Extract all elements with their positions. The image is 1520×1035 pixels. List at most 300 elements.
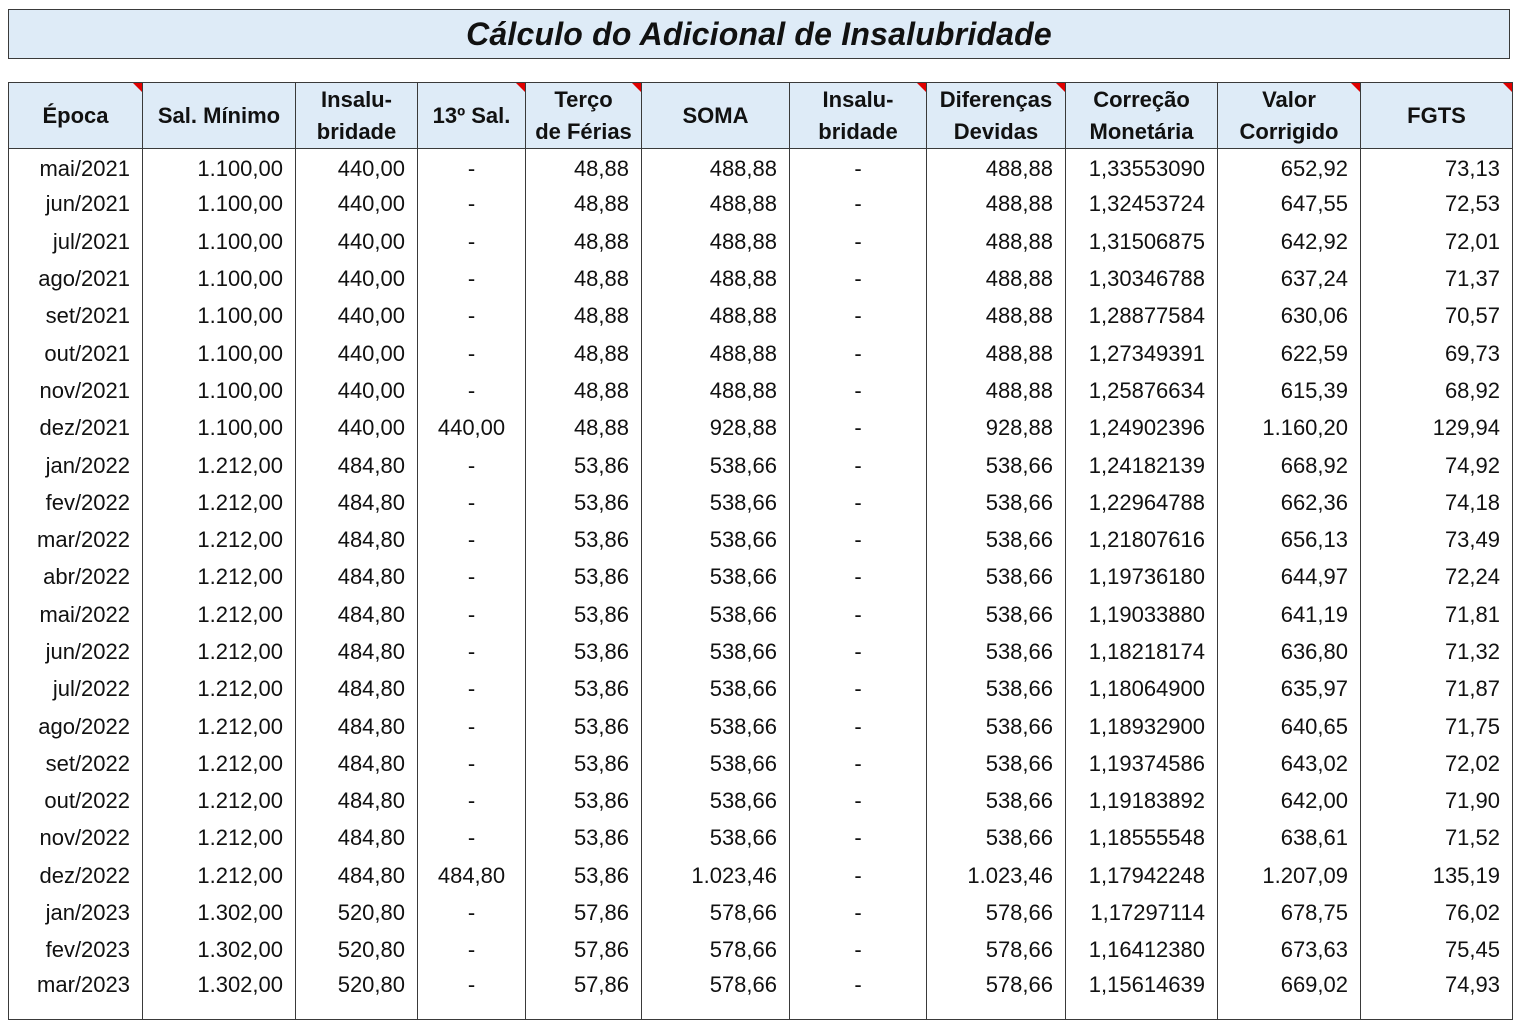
cell-insalubridade: 484,80: [296, 447, 418, 484]
cell-sal-minimo: 1.212,00: [143, 708, 296, 745]
cell-insalubridade: 520,80: [296, 969, 418, 1019]
cell-insalubridade: 440,00: [296, 260, 418, 297]
cell-decimo-terceiro: -: [418, 335, 526, 372]
title-bar: [8, 9, 1510, 59]
cell-soma: 538,66: [642, 633, 790, 670]
cell-fgts: 74,18: [1361, 484, 1513, 521]
cell-insalubridade: 484,80: [296, 671, 418, 708]
cell-sal-minimo: 1.302,00: [143, 894, 296, 931]
header-line: Sal. Mínimo: [157, 102, 281, 128]
cell-sal-minimo: 1.302,00: [143, 969, 296, 1019]
cell-insalubridade-2: -: [790, 932, 927, 969]
cell-correcao-monetaria: 1,19736180: [1066, 559, 1218, 596]
cell-correcao-monetaria: 1,30346788: [1066, 260, 1218, 297]
cell-valor-corrigido: 615,39: [1218, 372, 1361, 409]
table-row: [9, 932, 1513, 969]
cell-terco-ferias: 53,86: [526, 708, 642, 745]
cell-sal-minimo: 1.100,00: [143, 149, 296, 186]
cell-epoca: abr/2022: [43, 564, 130, 590]
table-row: [9, 372, 1513, 409]
sheet-title: Cálculo do Adicional de Insalubridade: [466, 15, 1052, 52]
cell-fgts: 71,81: [1361, 596, 1513, 633]
cell-terco-ferias: 53,86: [526, 857, 642, 894]
cell-soma: 578,66: [642, 932, 790, 969]
cell-terco-ferias: 53,86: [526, 783, 642, 820]
cell-insalubridade: 484,80: [296, 521, 418, 558]
cell-insalubridade-2: -: [790, 484, 927, 521]
cell-sal-minimo: 1.100,00: [143, 223, 296, 260]
header-line: bridade: [818, 118, 898, 144]
cell-insalubridade: 484,80: [296, 559, 418, 596]
cell-diferencas-devidas: 538,66: [927, 447, 1066, 484]
cell-correcao-monetaria: 1,24182139: [1066, 447, 1218, 484]
cell-decimo-terceiro: -: [418, 596, 526, 633]
cell-insalubridade-2: -: [790, 521, 927, 558]
cell-terco-ferias: 48,88: [526, 223, 642, 260]
cell-epoca: out/2022: [44, 788, 130, 814]
table-row: [9, 298, 1513, 335]
cell-valor-corrigido: 656,13: [1218, 521, 1361, 558]
table-row: [9, 745, 1513, 782]
header-line: Corrigido: [1239, 118, 1339, 144]
cell-diferencas-devidas: 538,66: [927, 484, 1066, 521]
cell-correcao-monetaria: 1,18555548: [1066, 820, 1218, 857]
header-diferencas-devidas: [927, 83, 1066, 149]
cell-epoca: jun/2022: [45, 639, 130, 664]
cell-soma: 488,88: [642, 335, 790, 372]
cell-decimo-terceiro: -: [418, 894, 526, 931]
cell-insalubridade-2: -: [790, 745, 927, 782]
cell-valor-corrigido: 678,75: [1218, 894, 1361, 931]
cell-decimo-terceiro: -: [418, 298, 526, 335]
table-row: [9, 857, 1513, 894]
header-line: Terço: [554, 86, 613, 112]
cell-sal-minimo: 1.100,00: [143, 186, 296, 223]
cell-sal-minimo: 1.212,00: [143, 521, 296, 558]
cell-diferencas-devidas: 538,66: [927, 745, 1066, 782]
table-row: [9, 186, 1513, 223]
cell-insalubridade-2: -: [790, 783, 927, 820]
cell-fgts: 72,53: [1361, 186, 1513, 223]
cell-fgts: 71,87: [1361, 671, 1513, 708]
cell-soma: 578,66: [642, 894, 790, 931]
cell-terco-ferias: 53,86: [526, 484, 642, 521]
cell-insalubridade-2: -: [790, 410, 927, 447]
cell-diferencas-devidas: 488,88: [927, 260, 1066, 297]
cell-correcao-monetaria: 1,21807616: [1066, 521, 1218, 558]
cell-diferencas-devidas: 538,66: [927, 820, 1066, 857]
cell-valor-corrigido: 1.207,09: [1218, 857, 1361, 894]
cell-valor-corrigido: 642,92: [1218, 223, 1361, 260]
header-terco-ferias: [526, 83, 642, 149]
cell-insalubridade-2: -: [790, 447, 927, 484]
cell-terco-ferias: 48,88: [526, 186, 642, 223]
cell-insalubridade: 440,00: [296, 223, 418, 260]
cell-correcao-monetaria: 1,16412380: [1066, 932, 1218, 969]
cell-diferencas-devidas: 488,88: [927, 335, 1066, 372]
cell-fgts: 72,02: [1361, 745, 1513, 782]
header-line: Valor: [1262, 86, 1316, 112]
header-valor-corrigido: [1218, 83, 1361, 149]
cell-correcao-monetaria: 1,33553090: [1066, 149, 1218, 186]
cell-insalubridade-2: -: [790, 596, 927, 633]
table-row: [9, 969, 1513, 1019]
cell-valor-corrigido: 637,24: [1218, 260, 1361, 297]
cell-soma: 928,88: [642, 410, 790, 447]
cell-sal-minimo: 1.212,00: [143, 447, 296, 484]
cell-epoca: jan/2023: [45, 900, 130, 926]
cell-insalubridade: 484,80: [296, 783, 418, 820]
cell-correcao-monetaria: 1,15614639: [1066, 969, 1218, 1019]
table-row: [9, 484, 1513, 521]
cell-terco-ferias: 53,86: [526, 671, 642, 708]
cell-terco-ferias: 57,86: [526, 894, 642, 931]
cell-insalubridade-2: -: [790, 149, 927, 186]
cell-terco-ferias: 57,86: [526, 932, 642, 969]
cell-valor-corrigido: 1.160,20: [1218, 410, 1361, 447]
cell-fgts: 72,01: [1361, 223, 1513, 260]
table-row: [9, 521, 1513, 558]
cell-epoca: mai/2022: [39, 601, 130, 627]
cell-sal-minimo: 1.212,00: [143, 559, 296, 596]
cell-fgts: 69,73: [1361, 335, 1513, 372]
cell-epoca: jun/2021: [45, 191, 130, 217]
cell-decimo-terceiro: -: [418, 223, 526, 260]
cell-valor-corrigido: 673,63: [1218, 932, 1361, 969]
cell-valor-corrigido: 642,00: [1218, 783, 1361, 820]
table-row: [9, 559, 1513, 596]
cell-valor-corrigido: 668,92: [1218, 447, 1361, 484]
cell-soma: 488,88: [642, 149, 790, 186]
cell-soma: 538,66: [642, 708, 790, 745]
cell-soma: 538,66: [642, 820, 790, 857]
cell-correcao-monetaria: 1,32453724: [1066, 186, 1218, 223]
cell-diferencas-devidas: 488,88: [927, 149, 1066, 186]
table-row: [9, 894, 1513, 931]
table-row: [9, 820, 1513, 857]
cell-valor-corrigido: 652,92: [1218, 149, 1361, 186]
cell-decimo-terceiro: 484,80: [418, 857, 526, 894]
cell-correcao-monetaria: 1,19183892: [1066, 783, 1218, 820]
cell-epoca: dez/2022: [39, 862, 130, 888]
header-line: Época: [42, 102, 109, 128]
header-line: Devidas: [953, 118, 1039, 144]
cell-insalubridade-2: -: [790, 708, 927, 745]
cell-sal-minimo: 1.100,00: [143, 410, 296, 447]
cell-correcao-monetaria: 1,18932900: [1066, 708, 1218, 745]
cell-valor-corrigido: 630,06: [1218, 298, 1361, 335]
cell-terco-ferias: 53,86: [526, 633, 642, 670]
cell-diferencas-devidas: 578,66: [927, 969, 1066, 1019]
cell-correcao-monetaria: 1,17297114: [1066, 894, 1218, 931]
cell-soma: 538,66: [642, 596, 790, 633]
cell-diferencas-devidas: 578,66: [927, 894, 1066, 931]
cell-valor-corrigido: 622,59: [1218, 335, 1361, 372]
cell-diferencas-devidas: 538,66: [927, 708, 1066, 745]
cell-fgts: 68,92: [1361, 372, 1513, 409]
cell-fgts: 70,57: [1361, 298, 1513, 335]
cell-insalubridade-2: -: [790, 894, 927, 931]
cell-insalubridade: 440,00: [296, 298, 418, 335]
table-row: [9, 633, 1513, 670]
cell-valor-corrigido: 643,02: [1218, 745, 1361, 782]
cell-decimo-terceiro: -: [418, 671, 526, 708]
cell-correcao-monetaria: 1,28877584: [1066, 298, 1218, 335]
cell-decimo-terceiro: -: [418, 932, 526, 969]
table-body: [9, 149, 1513, 1020]
cell-valor-corrigido: 640,65: [1218, 708, 1361, 745]
header-soma: [642, 83, 790, 149]
header-insalubridade-2: [790, 83, 927, 149]
cell-insalubridade: 484,80: [296, 708, 418, 745]
cell-correcao-monetaria: 1,18064900: [1066, 671, 1218, 708]
cell-correcao-monetaria: 1,27349391: [1066, 335, 1218, 372]
header-line: Monetária: [1089, 118, 1194, 144]
cell-decimo-terceiro: -: [418, 149, 526, 186]
cell-insalubridade: 440,00: [296, 149, 418, 186]
cell-epoca: out/2021: [44, 340, 130, 366]
cell-terco-ferias: 53,86: [526, 596, 642, 633]
cell-terco-ferias: 53,86: [526, 447, 642, 484]
cell-insalubridade: 484,80: [296, 857, 418, 894]
cell-insalubridade: 520,80: [296, 932, 418, 969]
cell-valor-corrigido: 638,61: [1218, 820, 1361, 857]
cell-insalubridade: 440,00: [296, 372, 418, 409]
cell-insalubridade-2: -: [790, 335, 927, 372]
cell-sal-minimo: 1.212,00: [143, 633, 296, 670]
cell-correcao-monetaria: 1,22964788: [1066, 484, 1218, 521]
cell-diferencas-devidas: 538,66: [927, 559, 1066, 596]
header-line: Correção: [1093, 86, 1190, 112]
cell-terco-ferias: 48,88: [526, 260, 642, 297]
cell-diferencas-devidas: 578,66: [927, 932, 1066, 969]
cell-epoca: ago/2022: [38, 713, 130, 739]
cell-epoca: mai/2021: [39, 155, 130, 181]
cell-fgts: 71,37: [1361, 260, 1513, 297]
cell-epoca: jul/2021: [52, 228, 130, 254]
cell-sal-minimo: 1.302,00: [143, 932, 296, 969]
cell-decimo-terceiro: -: [418, 186, 526, 223]
insalubridade-table: [8, 82, 1513, 1020]
header-insalubridade: [296, 83, 418, 149]
cell-valor-corrigido: 641,19: [1218, 596, 1361, 633]
cell-insalubridade-2: -: [790, 820, 927, 857]
cell-decimo-terceiro: -: [418, 260, 526, 297]
cell-terco-ferias: 48,88: [526, 410, 642, 447]
cell-sal-minimo: 1.212,00: [143, 484, 296, 521]
cell-diferencas-devidas: 538,66: [927, 671, 1066, 708]
cell-decimo-terceiro: -: [418, 484, 526, 521]
cell-decimo-terceiro: 440,00: [418, 410, 526, 447]
cell-sal-minimo: 1.212,00: [143, 745, 296, 782]
header-sal-minimo: [143, 83, 296, 149]
cell-insalubridade: 440,00: [296, 410, 418, 447]
cell-insalubridade-2: -: [790, 260, 927, 297]
cell-correcao-monetaria: 1,25876634: [1066, 372, 1218, 409]
cell-soma: 538,66: [642, 745, 790, 782]
cell-epoca: set/2021: [45, 303, 130, 329]
cell-soma: 538,66: [642, 484, 790, 521]
cell-epoca: mar/2022: [37, 527, 130, 553]
cell-epoca: jul/2022: [52, 676, 130, 702]
cell-epoca: fev/2023: [45, 937, 130, 963]
header-correcao-monetaria: [1066, 83, 1218, 149]
cell-terco-ferias: 48,88: [526, 372, 642, 409]
cell-diferencas-devidas: 538,66: [927, 521, 1066, 558]
cell-soma: 538,66: [642, 447, 790, 484]
cell-fgts: 75,45: [1361, 932, 1513, 969]
cell-epoca: nov/2022: [39, 825, 130, 851]
table-row: [9, 447, 1513, 484]
table-row: [9, 335, 1513, 372]
cell-soma: 538,66: [642, 559, 790, 596]
cell-insalubridade-2: -: [790, 186, 927, 223]
table-row: [9, 671, 1513, 708]
cell-epoca: nov/2021: [39, 377, 130, 403]
cell-valor-corrigido: 635,97: [1218, 671, 1361, 708]
cell-insalubridade: 484,80: [296, 596, 418, 633]
cell-soma: 538,66: [642, 521, 790, 558]
cell-diferencas-devidas: 1.023,46: [927, 857, 1066, 894]
cell-decimo-terceiro: -: [418, 633, 526, 670]
cell-diferencas-devidas: 538,66: [927, 783, 1066, 820]
cell-correcao-monetaria: 1,18218174: [1066, 633, 1218, 670]
cell-correcao-monetaria: 1,19374586: [1066, 745, 1218, 782]
table-row: [9, 260, 1513, 297]
cell-fgts: 74,92: [1361, 447, 1513, 484]
cell-fgts: 71,75: [1361, 708, 1513, 745]
header-line: 13º Sal.: [432, 102, 511, 128]
cell-soma: 488,88: [642, 223, 790, 260]
header-line: Diferenças: [939, 86, 1053, 112]
cell-sal-minimo: 1.212,00: [143, 857, 296, 894]
cell-insalubridade: 440,00: [296, 186, 418, 223]
cell-sal-minimo: 1.212,00: [143, 820, 296, 857]
cell-sal-minimo: 1.100,00: [143, 335, 296, 372]
cell-terco-ferias: 48,88: [526, 149, 642, 186]
cell-insalubridade: 484,80: [296, 484, 418, 521]
cell-fgts: 73,49: [1361, 521, 1513, 558]
cell-diferencas-devidas: 488,88: [927, 372, 1066, 409]
cell-correcao-monetaria: 1,24902396: [1066, 410, 1218, 447]
cell-soma: 488,88: [642, 298, 790, 335]
cell-insalubridade-2: -: [790, 857, 927, 894]
cell-fgts: 129,94: [1361, 410, 1513, 447]
cell-soma: 488,88: [642, 372, 790, 409]
cell-diferencas-devidas: 488,88: [927, 298, 1066, 335]
cell-sal-minimo: 1.100,00: [143, 298, 296, 335]
cell-soma: 538,66: [642, 783, 790, 820]
cell-epoca: mar/2023: [37, 972, 130, 998]
cell-fgts: 73,13: [1361, 149, 1513, 186]
cell-epoca: fev/2022: [45, 489, 130, 515]
cell-soma: 488,88: [642, 186, 790, 223]
cell-valor-corrigido: 647,55: [1218, 186, 1361, 223]
cell-sal-minimo: 1.100,00: [143, 372, 296, 409]
cell-terco-ferias: 53,86: [526, 559, 642, 596]
table-row: [9, 149, 1513, 186]
header-line: SOMA: [682, 102, 749, 128]
header-line: de Férias: [535, 118, 632, 144]
table-row: [9, 783, 1513, 820]
cell-terco-ferias: 48,88: [526, 298, 642, 335]
header-line: FGTS: [1407, 102, 1466, 128]
cell-sal-minimo: 1.212,00: [143, 671, 296, 708]
cell-epoca: dez/2021: [39, 415, 130, 441]
cell-fgts: 72,24: [1361, 559, 1513, 596]
cell-terco-ferias: 48,88: [526, 335, 642, 372]
cell-terco-ferias: 53,86: [526, 521, 642, 558]
cell-valor-corrigido: 669,02: [1218, 969, 1361, 1019]
cell-insalubridade-2: -: [790, 298, 927, 335]
cell-insalubridade-2: -: [790, 671, 927, 708]
cell-soma: 578,66: [642, 969, 790, 1019]
cell-insalubridade-2: -: [790, 633, 927, 670]
header-fgts: [1361, 83, 1513, 149]
cell-correcao-monetaria: 1,19033880: [1066, 596, 1218, 633]
cell-insalubridade-2: -: [790, 559, 927, 596]
cell-sal-minimo: 1.212,00: [143, 783, 296, 820]
table-row: [9, 596, 1513, 633]
cell-decimo-terceiro: -: [418, 820, 526, 857]
cell-decimo-terceiro: -: [418, 783, 526, 820]
cell-terco-ferias: 53,86: [526, 745, 642, 782]
cell-epoca: ago/2021: [38, 266, 130, 292]
table-row: [9, 410, 1513, 447]
cell-diferencas-devidas: 488,88: [927, 223, 1066, 260]
cell-valor-corrigido: 644,97: [1218, 559, 1361, 596]
cell-diferencas-devidas: 538,66: [927, 633, 1066, 670]
cell-decimo-terceiro: -: [418, 969, 526, 1019]
cell-decimo-terceiro: -: [418, 708, 526, 745]
cell-sal-minimo: 1.212,00: [143, 596, 296, 633]
cell-insalubridade: 440,00: [296, 335, 418, 372]
cell-decimo-terceiro: -: [418, 559, 526, 596]
header-line: bridade: [316, 118, 397, 144]
cell-insalubridade-2: -: [790, 372, 927, 409]
cell-fgts: 135,19: [1361, 857, 1513, 894]
cell-insalubridade-2: -: [790, 969, 927, 1019]
cell-decimo-terceiro: -: [418, 745, 526, 782]
header-epoca: [9, 83, 143, 149]
cell-fgts: 71,32: [1361, 633, 1513, 670]
cell-fgts: 71,90: [1361, 783, 1513, 820]
cell-correcao-monetaria: 1,31506875: [1066, 223, 1218, 260]
cell-epoca: set/2022: [45, 750, 130, 776]
cell-insalubridade: 520,80: [296, 894, 418, 931]
cell-sal-minimo: 1.100,00: [143, 260, 296, 297]
cell-fgts: 74,93: [1361, 969, 1513, 1019]
cell-insalubridade: 484,80: [296, 745, 418, 782]
cell-diferencas-devidas: 538,66: [927, 596, 1066, 633]
cell-valor-corrigido: 662,36: [1218, 484, 1361, 521]
cell-insalubridade: 484,80: [296, 633, 418, 670]
table-row: [9, 708, 1513, 745]
cell-decimo-terceiro: -: [418, 372, 526, 409]
cell-correcao-monetaria: 1,17942248: [1066, 857, 1218, 894]
cell-terco-ferias: 57,86: [526, 969, 642, 1019]
cell-terco-ferias: 53,86: [526, 820, 642, 857]
cell-soma: 538,66: [642, 671, 790, 708]
cell-diferencas-devidas: 488,88: [927, 186, 1066, 223]
cell-decimo-terceiro: -: [418, 447, 526, 484]
header-row: [9, 83, 1513, 149]
cell-valor-corrigido: 636,80: [1218, 633, 1361, 670]
header-line: Insalu-: [321, 86, 392, 112]
cell-soma: 488,88: [642, 260, 790, 297]
cell-epoca: jan/2022: [45, 452, 130, 478]
cell-insalubridade-2: -: [790, 223, 927, 260]
